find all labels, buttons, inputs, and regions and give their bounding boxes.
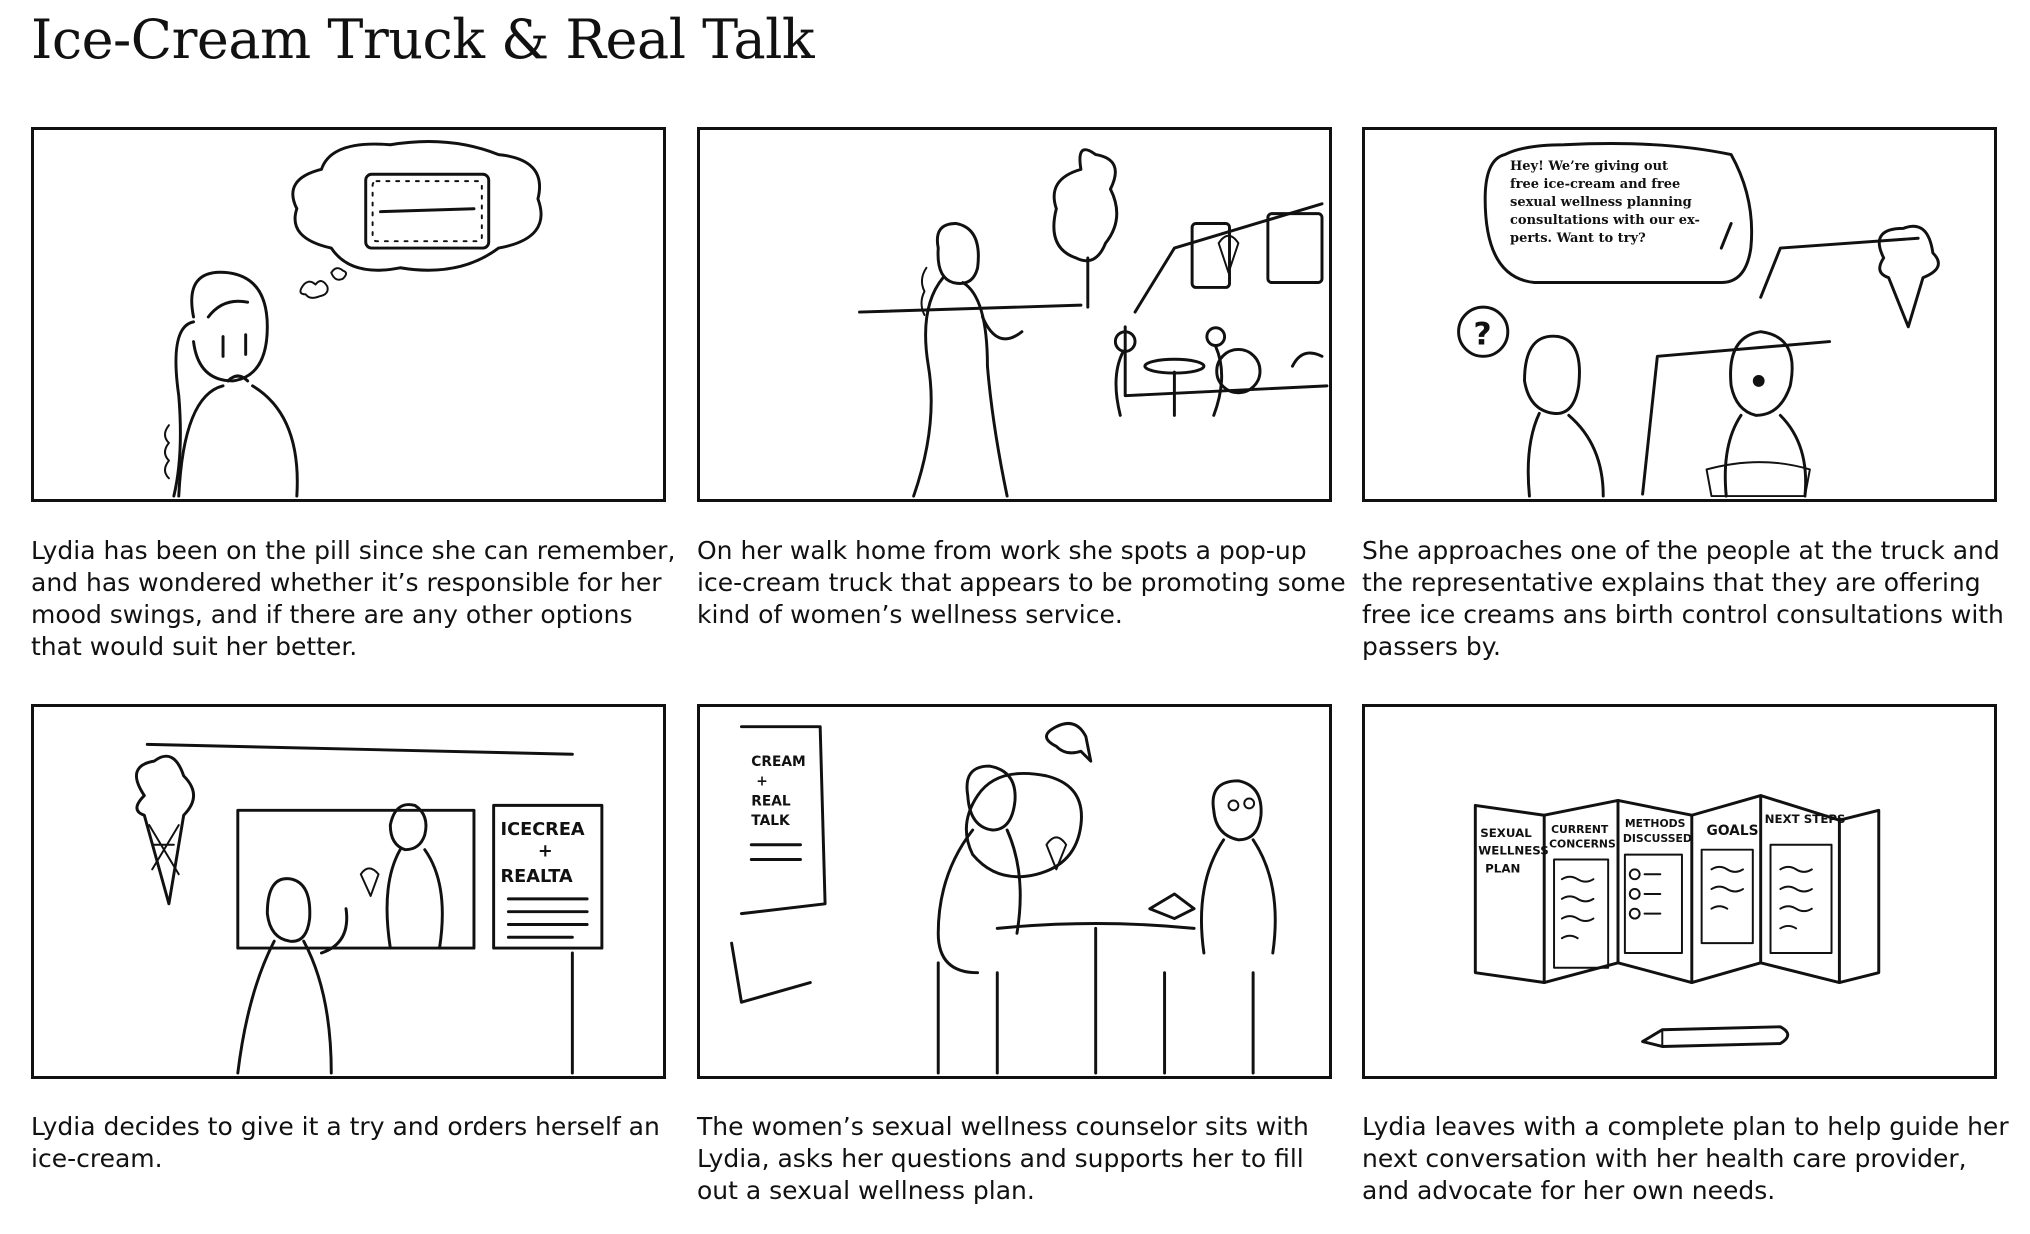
panel-1-illustration (34, 130, 663, 499)
plan-heading-4: CURRENT (1551, 822, 1609, 836)
sign-line-1: CREAM (751, 754, 806, 771)
panel-2-illustration (700, 130, 1329, 499)
pencil (1643, 1027, 1788, 1047)
speech-bubble-text: Hey! We’re giving out free ice-cream and free sexual wellness planning consultations with our ex-perts. Want to try? (1510, 159, 1700, 246)
sign-line-2: + (756, 773, 768, 790)
truck-window (1643, 342, 1830, 495)
sign-line-3: REAL (751, 793, 791, 810)
panel-1-frame (31, 127, 666, 502)
thought-bubble (293, 141, 541, 270)
lydia-walking (937, 223, 978, 283)
ice-cream-cone (136, 756, 193, 904)
street-line (860, 305, 1081, 312)
panel-5-frame (697, 704, 1332, 1079)
panel-4-caption: Lydia decides to give it a try and orders herself an ice-cream. (31, 1112, 660, 1173)
lydia (1525, 336, 1580, 413)
plan-heading-5: CONCERNS (1549, 837, 1616, 851)
panel-2-frame (697, 127, 1332, 502)
question-bubble (1046, 723, 1090, 761)
panel-6-illustration (1365, 707, 1994, 1076)
plan-heading-3: PLAN (1485, 861, 1521, 876)
plan-heading-2: WELLNESS (1478, 843, 1549, 858)
plan-heading-6: METHODS (1624, 817, 1686, 831)
panel-4-frame (31, 704, 666, 1079)
truck-awning (147, 744, 572, 754)
panel-5-illustration (700, 707, 1329, 1076)
speech-bubble (966, 773, 1081, 876)
lydia-seated (967, 766, 1015, 830)
sign-line-4: TALK (751, 813, 790, 830)
panel-3-caption: She approaches one of the people at the truck and the representative explains that they are offering free ice creams ans birth control consultations with passers by. (1362, 536, 2004, 661)
svg-text:?: ? (1473, 316, 1492, 353)
storyboard-title: Ice-Cream Truck & Real Talk (31, 8, 815, 71)
lydia (267, 879, 309, 942)
plan-heading-8: GOALS (1706, 822, 1759, 839)
plan-heading-9: NEXT STEPS (1764, 812, 1846, 827)
panel-1-caption: Lydia has been on the pill since she can remember, and has wondered whether it’s responsible for her mood swings, and if there are any other options that would suit her better. (31, 536, 676, 661)
panel-5-caption: The women’s sexual wellness counselor sits with Lydia, asks her questions and supports her to fill out a sexual wellness plan. (697, 1112, 1309, 1205)
counselor (1213, 781, 1261, 840)
plan-heading-7: DISCUSSED (1622, 831, 1692, 845)
sign-line-3: REALTA (500, 867, 573, 888)
panel-4-illustration (34, 707, 663, 1076)
lydia-head (192, 272, 268, 381)
panel-6-frame (1362, 704, 1997, 1079)
plan-heading-1: SEXUAL (1480, 825, 1532, 840)
sign-line-2: + (537, 841, 553, 862)
sign-line-1: ICECREA (500, 819, 585, 840)
panel-3-frame (1362, 127, 1997, 502)
tree (1054, 150, 1117, 261)
panel-6-caption: Lydia leaves with a complete plan to help guide her next conversation with her health care provider, and advocate for her own needs. (1362, 1112, 2009, 1205)
panel-2-caption: On her walk home from work she spots a pop-up ice-cream truck that appears to be promoting some kind of women’s wellness service. (697, 536, 1346, 629)
